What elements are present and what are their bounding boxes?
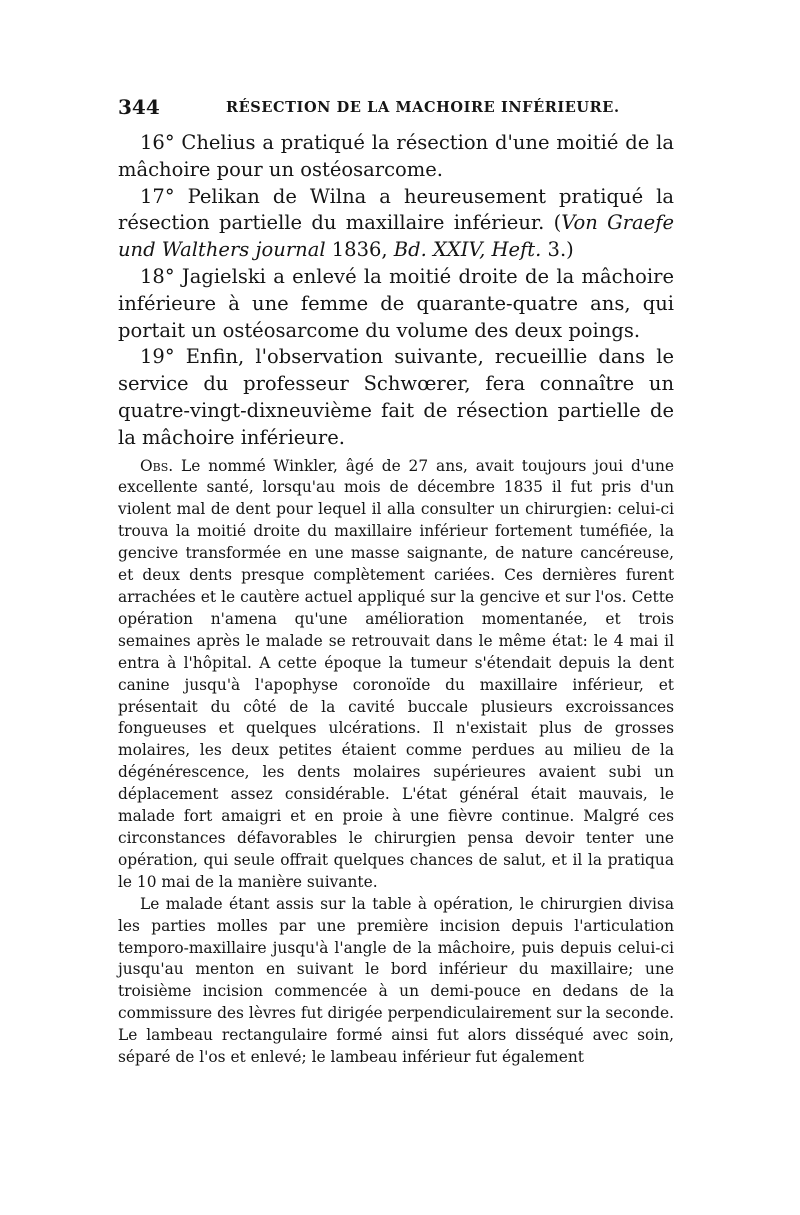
journal-volume: Bd. XXIV, Heft. (393, 238, 542, 262)
page-number: 344 (118, 95, 160, 119)
paragraph-19: 19° Enfin, l'observation suivante, recueillie dans le service du professeur Schwœrer, fera connaître un quatre-vingt-dixneuvième fait de résection partielle de la mâchoire inférieure. (118, 345, 674, 449)
page-body (118, 130, 674, 1069)
observation-text-1: Le nommé Winkler, âgé de 27 ans, avait toujours joui d'une excellente santé, lorsqu'au mois de décembre 1835 il fut pris d'un violent mal de dent pour lequel il alla consulter un chirurgien: celui-ci trouva la moitié droite du maxillaire inférieur fortement tuméfiée, la gencive transformée en une masse saignante, de nature cancéreuse, et deux dents presque complètement cariées. Ces dernières furent arrachées et le cautère actuel appliqué sur la gencive et sur l'os. Cette opération n'amena qu'une amélioration momentanée, et trois semaines après le malade se retrouvait dans le même état: le 4 mai il entra à l'hôpital. A cette époque la tumeur s'étendait depuis la dent canine jusqu'à l'apophyse coronoïde du maxillaire inférieur, et présentait du côté de la cavité buccale plusieurs excroissances fongueuses et quelques ulcérations. Il n'existait plus de grosses molaires, les deux petites étaient comme perdues au milieu de la dégénérescence, les dents molaires supérieures avaient subi un déplacement assez considérable. L'état général était mauvais, le malade fort amaigri et en proie à une fièvre continue. Malgré ces circonstances défavorables le chirurgien pensa devoir tenter une opération, qui seule offrait quelques chances de salut, et il la pratiqua le 10 mai de la manière suivante. (118, 456, 674, 891)
journal-issue: 3.) (541, 238, 574, 262)
running-title: RÉSECTION DE LA MACHOIRE INFÉRIEURE. (226, 99, 620, 116)
observation-paragraph-1 (118, 456, 674, 894)
observation-label: Obs. (140, 456, 174, 475)
paragraph-17-text-before: 17° Pelikan de Wilna a heureusement pratiqué la résection partielle du maxillaire inférieur. ( (118, 184, 674, 235)
paragraph-16: 16° Chelius a pratiqué la résection d'une moitié de la mâchoire pour un ostéosarcome. (118, 131, 674, 181)
paragraph-18: 18° Jagielski a enlevé la moitié droite de la mâchoire inférieure à une femme de quarante-quatre ans, qui portait un ostéosarcome du volume des deux poings. (118, 264, 674, 342)
observation-paragraph-2: Le malade étant assis sur la table à opération, le chirurgien divisa les parties molles par une première incision depuis l'articulation temporo-maxillaire jusqu'à l'angle de la mâchoire, puis depuis celui-ci jusqu'au menton en suivant le bord inférieur du maxillaire; une troisième incision commencée à un demi-pouce en dedans de la commissure des lèvres fut dirigée perpendiculairement sur la seconde. Le lambeau rectangulaire formé ainsi fut alors disséqué avec soin, séparé de l'os et enlevé; le lambeau inférieur fut également (118, 894, 674, 1067)
journal-year: 1836, (325, 238, 394, 262)
journal-title: Von Graefe und Walthers journal (118, 211, 674, 262)
paragraph-17 (118, 184, 674, 264)
page-header (118, 95, 678, 123)
